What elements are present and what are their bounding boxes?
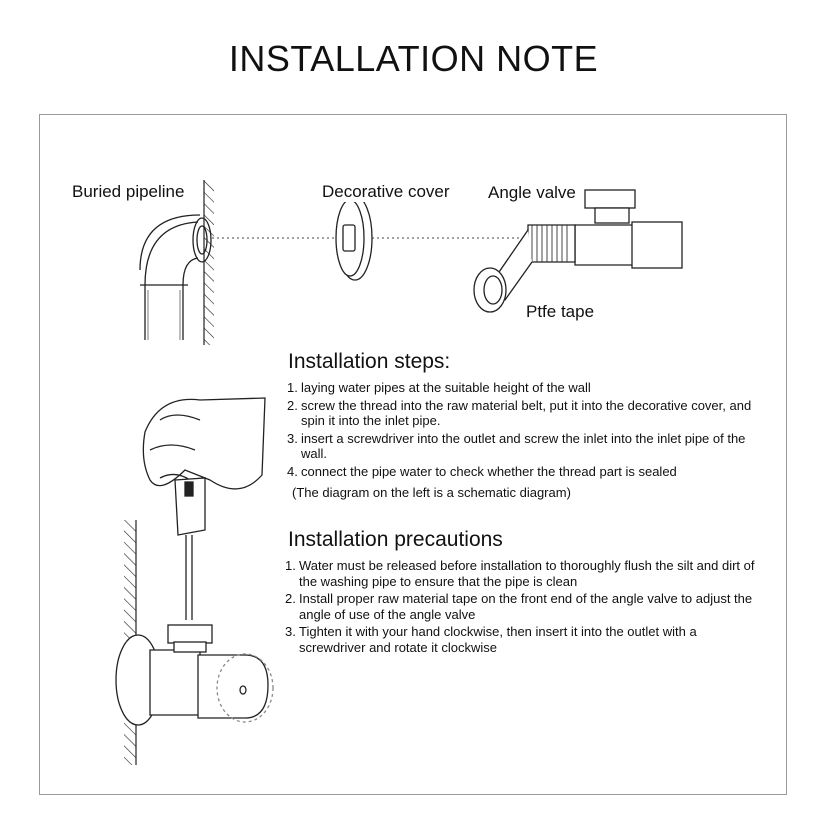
buried-pipeline-label: Buried pipeline — [72, 182, 185, 201]
list-item: 3. Tighten it with your hand clockwise, then insert it into the outlet with a screwdriver and rotate it clockwise — [285, 624, 697, 655]
list-item: 2. screw the thread into the raw material belt, put it into the decorative cover, and spin it into the inlet pipe. — [287, 397, 752, 428]
decorative-cover-icon — [336, 196, 372, 280]
page-title: INSTALLATION NOTE — [228, 38, 599, 79]
steps-heading: Installation steps: — [288, 350, 451, 373]
angle-valve-label: Angle valve — [488, 183, 576, 202]
hand-screwdriver-icon — [143, 398, 265, 620]
list-item: 1. Water must be released before installation to thoroughly flush the silt and dirt of the washing pipe to ensure that the pipe is clean — [285, 558, 755, 589]
precautions-list — [285, 558, 770, 657]
schematic-note: (The diagram on the left is a schematic diagram) — [292, 485, 571, 500]
installed-valve-icon — [116, 625, 273, 725]
list-item: 4. connect the pipe water to check whether the thread part is sealed — [287, 463, 677, 479]
wall-top-icon — [204, 180, 214, 345]
precautions-heading: Installation precautions — [288, 528, 503, 551]
steps-list — [287, 380, 777, 481]
angle-valve-icon — [474, 190, 682, 312]
list-item: 3. insert a screwdriver into the outlet and screw the inlet into the inlet pipe of the wall. — [287, 430, 746, 461]
list-item: 2. Install proper raw material tape on the front end of the angle valve to adjust the angle of use of the angle valve — [285, 591, 753, 622]
list-item: 1. laying water pipes at the suitable height of the wall — [287, 380, 591, 395]
buried-pipeline-icon — [140, 215, 211, 340]
decorative-cover-label: Decorative cover — [322, 182, 450, 201]
ptfe-tape-label: Ptfe tape — [526, 302, 595, 321]
